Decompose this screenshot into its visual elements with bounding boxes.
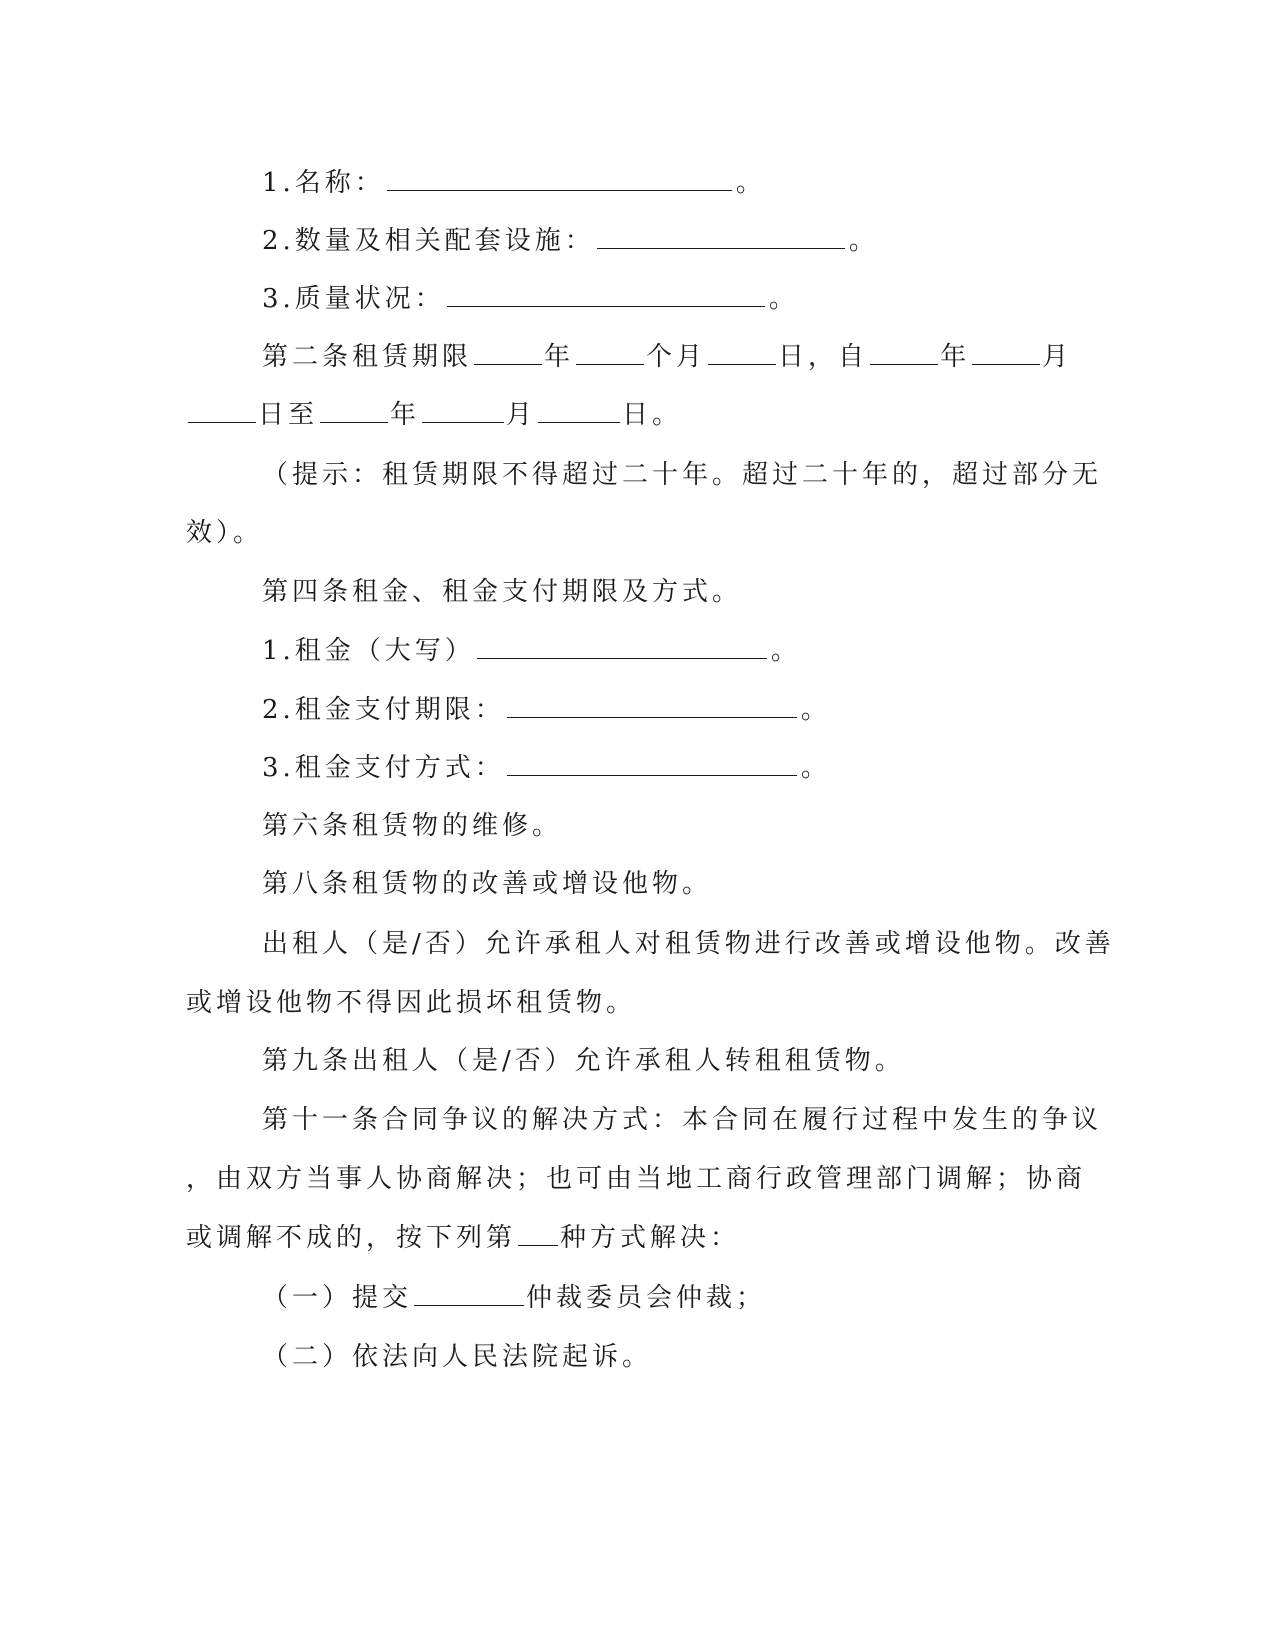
year-unit: 年 (390, 400, 421, 430)
rent-method-blank (507, 751, 797, 776)
article-nine-text: 第九条出租人（是/否）允许承租人转租租赁物。 (262, 1046, 905, 1076)
end-day-blank (538, 398, 620, 423)
months-blank (576, 340, 644, 365)
lease-term-continued-line (186, 395, 1086, 435)
day-unit: 日。 (622, 400, 683, 430)
item-quantity-label: 2.数量及相关配套设施： (262, 226, 595, 256)
dispute-text: ，由双方当事人协商解决；也可由当地工商行政管理部门调解；协商 (186, 1164, 1087, 1194)
month-unit: 月 (1042, 342, 1073, 372)
rent-term-line (262, 690, 1092, 730)
item-name-line (262, 163, 1092, 203)
article-four-text: 第四条租金、租金支付期限及方式。 (262, 577, 743, 607)
period: 。 (768, 284, 799, 314)
item-quality-label: 3.质量状况： (262, 284, 445, 314)
improvement-line (262, 924, 1115, 964)
period: 。 (848, 226, 879, 256)
end-year-blank (320, 398, 388, 423)
period: 。 (800, 695, 831, 725)
lease-term-line (262, 337, 1092, 377)
tip-text: （提示：租赁期限不得超过二十年。超过二十年的，超过部分无 (262, 460, 1103, 490)
article-four-heading (262, 572, 1092, 612)
days-blank (708, 340, 776, 365)
rent-term-label: 2.租金支付期限： (262, 695, 505, 725)
dispute-line (186, 1159, 1086, 1199)
lease-term-label: 第二条租赁期限 (262, 342, 473, 372)
dispute-choice-text: 或调解不成的，按下列第 (186, 1223, 517, 1253)
start-day-blank (188, 398, 256, 423)
quantity-blank (597, 224, 845, 249)
method-number-blank (518, 1221, 558, 1246)
month-unit: 个月 (646, 342, 707, 372)
item-quantity-line (262, 221, 1092, 261)
start-year-blank (870, 340, 938, 365)
article-eleven-line (262, 1100, 1103, 1140)
year-unit: 年 (940, 342, 971, 372)
improvement-continued-line (186, 983, 1086, 1023)
rent-term-blank (507, 693, 797, 718)
rent-amount-line (262, 631, 1092, 671)
article-six-text: 第六条租赁物的维修。 (262, 811, 563, 841)
article-nine-line (262, 1041, 1092, 1081)
item-quality-line (262, 279, 1092, 319)
rent-method-line (262, 748, 1092, 788)
article-six-heading (262, 806, 1092, 846)
improvement-text: 出租人（是/否）允许承租人对租赁物进行改善或增设他物。改善 (262, 929, 1115, 959)
option-two-text: （二）依法向人民法院起诉。 (262, 1342, 653, 1372)
year-unit: 年 (544, 342, 575, 372)
article-eight-text: 第八条租赁物的改善或增设他物。 (262, 869, 713, 899)
period: 。 (800, 753, 831, 783)
rent-amount-blank (477, 634, 767, 659)
start-month-blank (972, 340, 1040, 365)
tip-line (262, 455, 1162, 495)
period: 。 (770, 636, 801, 666)
improvement-text-end: 或增设他物不得因此损坏租赁物。 (186, 988, 637, 1018)
day-to-unit: 日至 (258, 400, 319, 430)
rent-amount-label: 1.租金（大写） (262, 636, 475, 666)
end-month-blank (422, 398, 504, 423)
item-name-label: 1.名称： (262, 168, 385, 198)
option-court-line (262, 1337, 1162, 1377)
dispute-choice-line (186, 1218, 1086, 1258)
years-blank (474, 340, 542, 365)
option-arbitration-line (262, 1278, 1162, 1318)
dispute-choice-text-end: 种方式解决： (560, 1223, 741, 1253)
day-from-unit: 日，自 (778, 342, 869, 372)
month-unit: 月 (506, 400, 537, 430)
period: 。 (735, 168, 766, 198)
tip-text-end: 效）。 (186, 518, 264, 548)
quality-blank (447, 282, 765, 307)
article-eleven-text: 第十一条合同争议的解决方式：本合同在履行过程中发生的争议 (262, 1105, 1103, 1135)
option-one-text: 仲裁委员会仲裁； (526, 1283, 767, 1313)
article-eight-heading (262, 864, 1092, 904)
option-one-label: （一）提交 (262, 1283, 413, 1313)
arbitration-committee-blank (414, 1281, 524, 1306)
name-blank (387, 166, 732, 191)
rent-method-label: 3.租金支付方式： (262, 753, 505, 783)
tip-continued-line (186, 513, 1086, 553)
